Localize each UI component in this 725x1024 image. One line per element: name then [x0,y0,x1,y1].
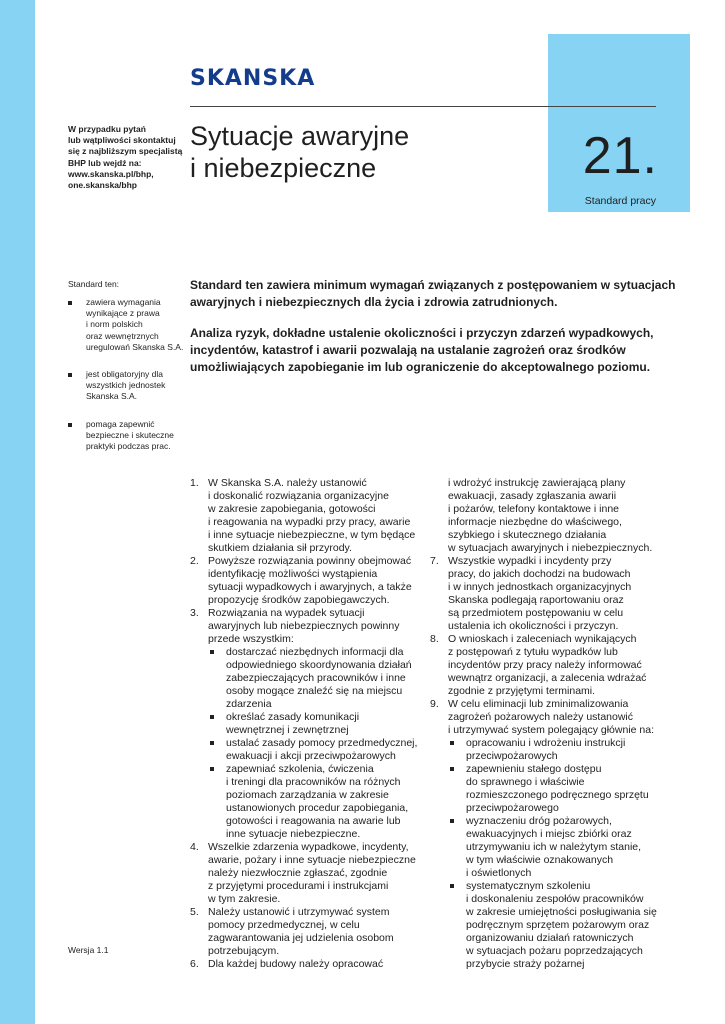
item-line: i pożarów, telefony kontaktowe i inne [448,503,620,515]
bullet-line: ewakuacji i akcji przeciwpożarowych [226,750,396,762]
item-line: potrzebującym. [208,945,280,957]
bullet-line: utrzymywaniu ich w należytym stanie, [466,841,642,853]
bullet-line: i treningi dla pracowników na różnych [226,776,401,788]
sidebar-item-line: bezpieczne i skuteczne [86,429,174,440]
sidebar-item-line: Skanska S.A. [86,391,138,402]
item-line: Wszelkie zdarzenia wypadkowe, incydenty, [208,841,409,853]
bullet-line: zabezpieczających pracowników i inne [226,672,406,684]
item-line: i w innych jednostkach organizacyjnych [448,581,632,593]
item-number: 6. [190,958,199,970]
numbered-item [430,698,692,971]
sidebar-item-line: i norm polskich [86,319,143,330]
contact-line: www.skanska.pl/bhp, [68,168,154,179]
contact-line: lub wątpliwości skontaktuj [68,135,176,146]
bullet-item [208,737,430,763]
item-line: z przyjętymi procedurami i instrukcjami [208,880,389,892]
bullet-line: osoby mogące znaleźć się na miejscu [226,685,403,697]
standard-label: Standard pracy [584,195,656,207]
item-line: Wszystkie wypadki i incydenty przy [448,555,612,567]
sidebar-item-line: jest obligatoryjny dla [86,369,164,380]
bullet-line: ustalać zasady pomocy przedmedycznej, [226,737,418,749]
item-line: W celu eliminacji lub zminimalizowania [448,698,629,710]
item-line: w zakresie zapobiegania, gotowości [208,503,376,515]
item-line: Dla każdej budowy należy opracować [208,958,384,970]
item-number: 1. [190,477,199,489]
lead-paragraph [190,325,660,376]
item-number: 5. [190,906,199,918]
bullet-line: zapewniać szkolenia, ćwiczenia [226,763,374,775]
item-line: zagrożeń pożarowych należy ustanowić [448,711,634,723]
numbered-item [190,958,430,971]
bullet-item [208,646,430,711]
sidebar-item [68,419,180,453]
bullet-line: systematycznym szkoleniu [466,880,591,892]
item-line: incydentów przy pracy należy informować [448,659,642,671]
bullet-line: w sytuacjach pożaru poprzedzających [466,945,643,957]
item-line: pracy, do jakich dochodzi na budowach [448,568,631,580]
item-line: propozycję środków zapobiegawczych. [208,594,390,606]
item-line: W Skanska S.A. należy ustanowić [208,477,367,489]
item-line: z postępowań z tytułu wypadków lub [448,646,618,658]
bullet-line: rozmieszczonego podręcznego sprzętu [466,789,649,801]
bullet-line: podręcznym sprzętem pożarowym oraz [466,919,650,931]
contact-line: W przypadku pytań [68,124,146,134]
bullet-line: przeciwpożarowego [466,802,559,814]
sidebar-item-line: zawiera wymagania [86,297,161,307]
contact-line: BHP lub wejdź na: [68,157,142,168]
body-column-right [430,477,692,971]
title-line: i niebezpieczne [190,153,377,183]
bullet-line: dostarczać niezbędnych informacji dla [226,646,404,658]
standard-number: 21. [582,127,658,185]
bullet-item [448,880,692,971]
lead-line: incydentów, katastrof i awarii pozwalają na ustalanie zagrożeń oraz środków [190,343,626,357]
sidebar-item [68,369,180,403]
numbered-item [190,906,430,958]
lead-line: awaryjnych i niebezpiecznych dla życia i zdrowia zatrudnionych. [190,295,558,309]
item-line: identyfikację możliwości wystąpienia [208,568,378,580]
item-number: 2. [190,555,199,567]
lead-text [190,277,676,376]
item-line: skutkiem działania sił przyrody. [208,542,352,554]
item-line: są przedmiotem postępowaniu w celu [448,607,624,619]
contact-info [68,124,183,191]
contact-line: się z najbliższym specjalistą [68,146,183,157]
item-line: i wdrożyć instrukcję zawierającą plany [448,477,626,489]
item-line: szybkiego i skutecznego działania [448,529,607,541]
numbered-item [190,607,430,841]
bullet-line: w tym właściwie oznakowanych [466,854,614,866]
skanska-logo: SKANSKA [190,66,316,91]
page-title [190,120,409,184]
bullet-line: do sprawnego i właściwie [466,776,585,788]
lead-line: umożliwiających zapobieganie im lub ograniczenie do akceptowalnego poziomu. [190,360,651,374]
item-line: ewakuacji, zasady zgłaszania awarii [448,490,617,502]
numbered-item [430,477,692,555]
bullet-line: przeciwpożarowych [466,750,558,762]
item-number: 3. [190,607,199,619]
item-line: informacje niezbędne do właściwego, [448,516,622,528]
bullet-line: w zakresie umiejętności posługiwania się [466,906,657,918]
version-label: Wersja 1.1 [68,945,109,955]
title-line: Sytuacje awaryjne [190,121,410,151]
bullet-item [448,737,692,763]
item-line: w tym zakresie. [208,893,281,905]
bullet-line: odpowiedniego skoordynowania działań [226,659,412,671]
sidebar-item-line: praktyki podczas prac. [86,441,171,452]
bullet-line: i oświetlonych [466,867,532,879]
item-line: i utrzymywać system polegający głównie na: [448,724,655,736]
item-line: Powyższe rozwiązania powinny obejmować [208,555,412,567]
sidebar-item-line: oraz wewnętrznych [86,330,159,341]
bullet-line: organizowaniu działań ratowniczych [466,932,634,944]
bullet-line: ustanowionych procedur zapobiegania, [226,802,409,814]
numbered-item [190,555,430,607]
sidebar-item-line: uregulowań Skanska S.A. [86,341,184,352]
item-line: sytuacji wypadkowych i awaryjnych, a także [208,581,412,593]
sidebar-item-line: wynikające z prawa [86,308,160,319]
bullet-line: inne sytuacje niebezpieczne. [226,828,361,840]
sidebar-intro: Standard ten: [68,279,120,289]
item-line: i inne sytuacje niebezpieczne, w tym będące [208,529,416,541]
lead-paragraph [190,277,676,311]
sidebar-item-line: wszystkich jednostek [86,380,166,391]
item-line: zagwarantowania jej udzielenia osobom [208,932,394,944]
item-number: 9. [430,698,439,710]
numbered-item [190,477,430,555]
item-line: i doskonalić rozwiązania organizacyjne [208,490,389,502]
bullet-line: poziomach zarządzania w zakresie [226,789,389,801]
bullet-line: opracowaniu i wdrożeniu instrukcji [466,737,626,749]
bullet-line: wyznaczeniu dróg pożarowych, [466,815,612,827]
item-line: w sytuacjach awaryjnych i niebezpiecznych. [448,542,653,554]
header-divider [190,106,656,107]
left-accent-bar [0,0,35,1024]
item-line: awarie, pożary i inne sytuacje niebezpieczne [208,854,416,866]
item-line: O wnioskach i zaleceniach wynikających [448,633,637,645]
bullet-line: gotowości i reagowania na awarie lub [226,815,401,827]
item-line: pomocy przedmedycznej, w celu [208,919,360,931]
item-line: Rozwiązania na wypadek sytuacji [208,607,365,619]
bullet-list [448,737,692,971]
item-line: przede wszystkim: [208,633,294,645]
item-line: Skanska podlegają raportowaniu oraz [448,594,624,606]
item-line: zgodnie z przyjętymi terminami. [448,685,596,697]
numbered-item [430,555,692,633]
body-column-left [190,477,430,971]
item-line: awaryjnych lub niebezpiecznych powinny [208,620,400,632]
bullet-item [448,763,692,815]
sidebar-list [68,297,184,468]
lead-line: Standard ten zawiera minimum wymagań związanych z postępowaniem w sytuacjach [190,278,676,292]
bullet-line: zdarzenia [226,698,272,710]
bullet-item [208,711,430,737]
item-line: wewnątrz organizacji, a zalecenia wdrażać [448,672,647,684]
item-line: ustalenia ich okoliczności i przyczyn. [448,620,619,632]
numbered-item [430,633,692,698]
item-line: i reagowania na wypadki przy pracy, awarie [208,516,411,528]
bullet-line: zapewnieniu stałego dostępu [466,763,602,775]
item-number: 7. [430,555,439,567]
item-line: należy niezwłocznie zgłaszać, zgodnie [208,867,388,879]
sidebar-item-line: pomaga zapewnić [86,418,155,429]
bullet-list [208,646,430,841]
bullet-line: ewakuacyjnych i miejsc zbiórki oraz [466,828,632,840]
numbered-item [190,841,430,906]
contact-line: one.skanska/bhp [68,180,137,191]
item-number: 4. [190,841,199,853]
sidebar-item [68,297,184,353]
bullet-item [208,763,430,841]
bullet-line: przybycie straży pożarnej [466,958,585,970]
bullet-line: określać zasady komunikacji [226,711,360,723]
item-number: 8. [430,633,439,645]
item-line: Należy ustanowić i utrzymywać system [208,906,390,918]
bullet-line: i doskonaleniu zespołów pracowników [466,893,644,905]
standard-number-box [548,34,690,212]
bullet-item [448,815,692,880]
lead-line: Analiza ryzyk, dokładne ustalenie okoliczności i przyczyn zdarzeń wypadkowych, [190,326,654,340]
bullet-line: wewnętrznej i zewnętrznej [226,724,349,736]
